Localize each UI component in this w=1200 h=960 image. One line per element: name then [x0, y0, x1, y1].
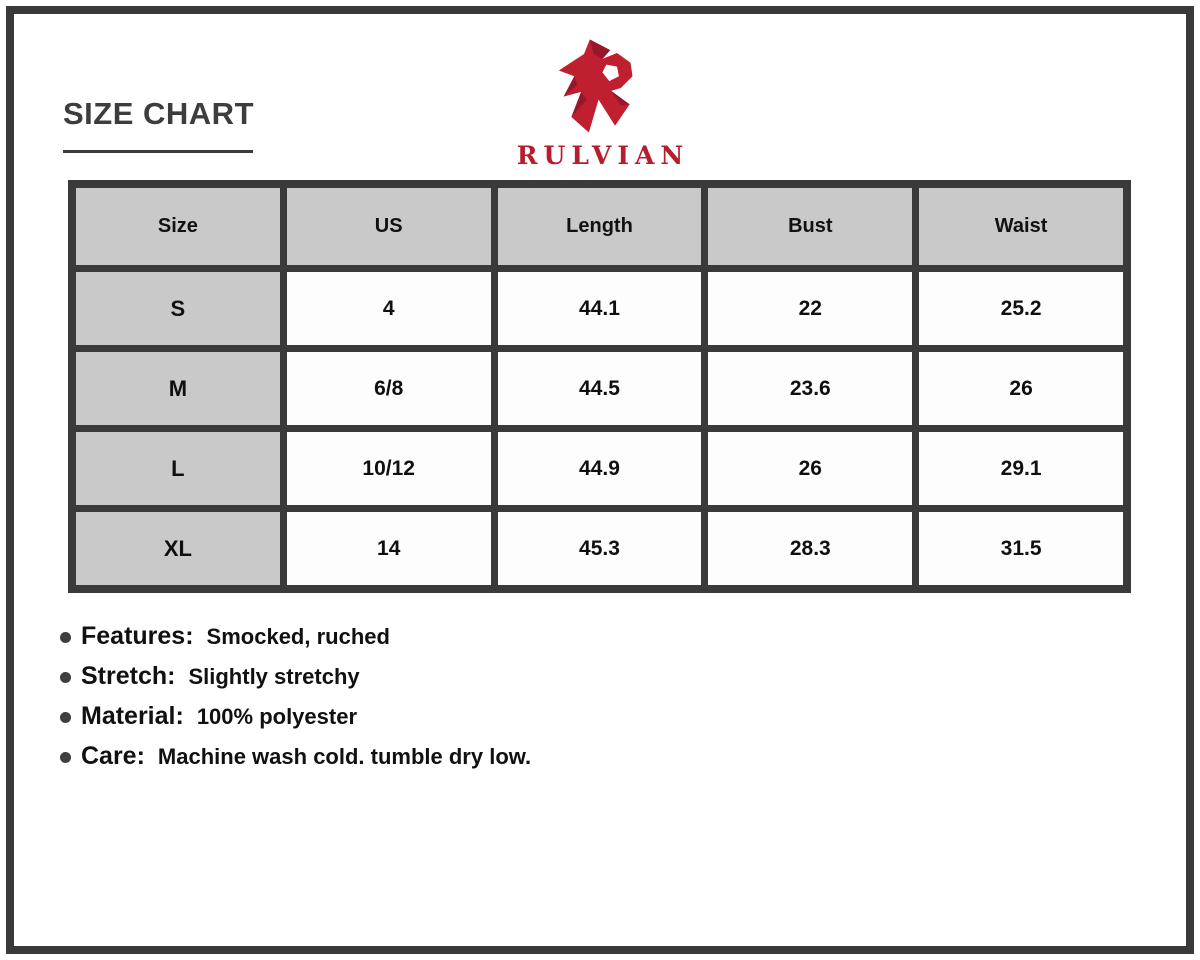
- table-cell: 22: [708, 272, 912, 345]
- list-item: [60, 702, 531, 733]
- list-item: [60, 622, 531, 653]
- page-title: SIZE CHART: [63, 96, 254, 131]
- table-header-cell: Bust: [708, 188, 912, 265]
- detail-value: Slightly stretchy: [188, 664, 360, 689]
- table-cell: 31.5: [919, 512, 1123, 585]
- table-row-header: L: [76, 432, 280, 505]
- list-item: [60, 742, 531, 773]
- table-cell: 10/12: [287, 432, 491, 505]
- detail-label: Material:: [81, 702, 184, 730]
- detail-value: Smocked, ruched: [206, 624, 390, 649]
- bullet-icon: [60, 632, 71, 643]
- table-header-cell: US: [287, 188, 491, 265]
- table-cell: 4: [287, 272, 491, 345]
- brand-name: RULVIAN: [516, 141, 690, 170]
- detail-label: Features:: [81, 622, 194, 650]
- detail-label: Care:: [81, 742, 145, 770]
- bullet-icon: [60, 752, 71, 763]
- table-cell: 45.3: [498, 512, 702, 585]
- table-cell: 25.2: [919, 272, 1123, 345]
- table-cell: 23.6: [708, 352, 912, 425]
- rulvian-r-logo-icon: [552, 123, 649, 140]
- table-cell: 6/8: [287, 352, 491, 425]
- detail-label: Stretch:: [81, 662, 176, 690]
- table-cell: 44.5: [498, 352, 702, 425]
- table-header-cell: Length: [498, 188, 702, 265]
- table-cell: 44.9: [498, 432, 702, 505]
- table-row-header: S: [76, 272, 280, 345]
- size-table: [68, 180, 1131, 593]
- table-cell: 28.3: [708, 512, 912, 585]
- detail-value: Machine wash cold. tumble dry low.: [157, 744, 532, 769]
- bullet-icon: [60, 712, 71, 723]
- table-row-header: M: [76, 352, 280, 425]
- table-cell: 14: [287, 512, 491, 585]
- table-cell: 44.1: [498, 272, 702, 345]
- table-header-cell: Size: [76, 188, 280, 265]
- table-cell: 26: [919, 352, 1123, 425]
- table-cell: 29.1: [919, 432, 1123, 505]
- product-details-list: [60, 622, 531, 782]
- table-cell: 26: [708, 432, 912, 505]
- detail-value: 100% polyester: [196, 704, 358, 729]
- list-item: [60, 662, 531, 693]
- brand-logo: [0, 36, 1200, 170]
- table-row-header: XL: [76, 512, 280, 585]
- table-header-cell: Waist: [919, 188, 1123, 265]
- bullet-icon: [60, 672, 71, 683]
